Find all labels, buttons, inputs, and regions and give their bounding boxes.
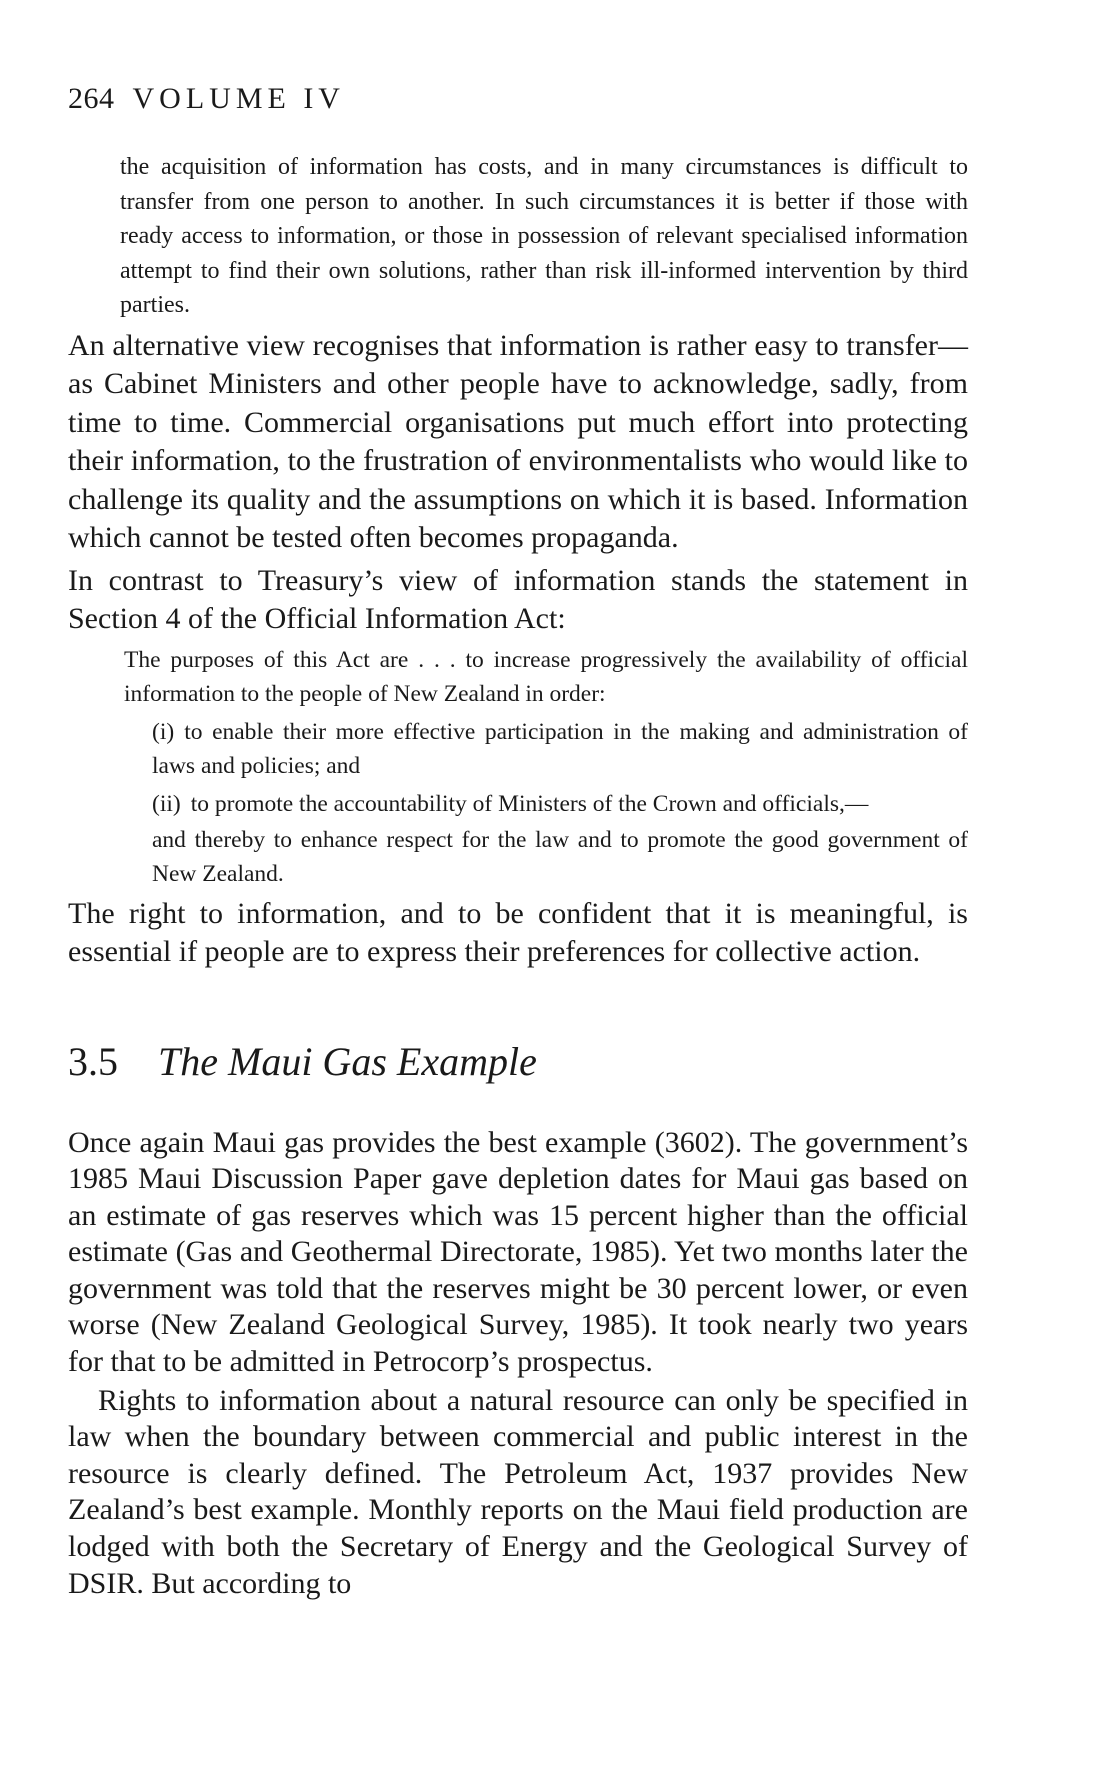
item-marker: (ii): [152, 790, 181, 817]
section-title: The Maui Gas Example: [158, 1038, 537, 1084]
running-head: [68, 82, 968, 116]
paragraph-rights-natural-resource: Rights to information about a natural resource can only be specified in law when the boundary between commercial and public interest in the resource is clearly defined. The Petroleum Act, 1937 provides New Zealand’s best example. Monthly reports on the Maui field production are lodged with both the Secretary of Energy and the Geological Survey of DSIR. But according to: [68, 1383, 968, 1600]
volume-label: VOLUME IV: [132, 82, 345, 115]
section-number: 3.5: [68, 1038, 118, 1084]
section-heading: [68, 1038, 968, 1085]
act-quote-closing: and thereby to enhance respect for the law and to promote the good government of New Zealand.: [152, 826, 968, 887]
item-marker: (i): [152, 718, 175, 745]
act-quote-item-2: [152, 787, 968, 821]
page-number: 264: [68, 82, 115, 115]
block-quote-treasury: the acquisition of information has costs, and in many circumstances is difficult to transfer from one person to another. In such circumstances it is better if those with ready access to information, or those in possession of relevant specialised information attempt to find their own solutions, rather than risk ill-informed intervention by third parties.: [120, 154, 968, 318]
act-quote-intro: The purposes of this Act are . . . to increase progressively the availability of official information to the people of New Zealand in order:: [124, 646, 968, 707]
paragraph-maui-example: Once again Maui gas provides the best example (3602). The government’s 1985 Maui Discussion Paper gave depletion dates for Maui gas based on an estimate of gas reserves which was 15 percent higher than the official estimate (Gas and Geothermal Directorate, 1985). Yet two months later the government was told that the reserves might be 30 percent lower, or even worse (New Zealand Geological Survey, 1985). It took nearly two years for that to be admitted in Petrocorp’s prospectus.: [68, 1125, 968, 1379]
paragraph-contrast: In contrast to Treasury’s view of information stands the statement in Section 4 of the Official Information Act:: [68, 563, 968, 635]
paragraph-right-to-information: The right to information, and to be confident that it is meaningful, is essential if people are to express their preferences for collective action.: [68, 896, 968, 968]
paragraph-alternative-view: An alternative view recognises that information is rather easy to transfer—as Cabinet Ministers and other people have to acknowledge, sadly, from time to time. Commercial organisations put much effort into protecting their information, to the frustration of environmentalists who would like to challenge its quality and the assumptions on which it is based. Information which cannot be tested often becomes propaganda.: [68, 328, 968, 554]
official-information-act-quote: [124, 643, 968, 891]
book-page: [68, 82, 968, 1602]
item-text: to promote the accountability of Ministers of the Crown and officials,—: [190, 790, 869, 817]
act-quote-item-1: [152, 715, 968, 783]
item-text: to enable their more effective participation in the making and administration of laws and policies; and: [152, 718, 968, 779]
